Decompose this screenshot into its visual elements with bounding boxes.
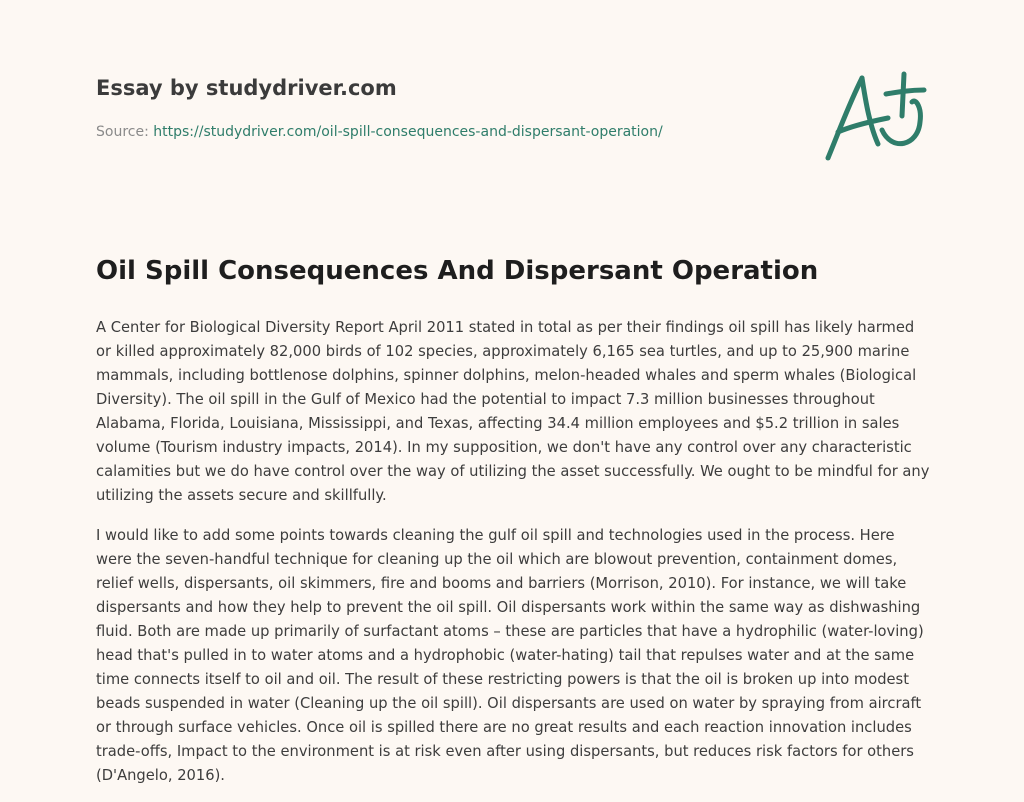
paragraph-line: Diversity). The oil spill in the Gulf of Mexico had the potential to impact 7.3 million businesses throughout (96, 391, 875, 408)
source-line (96, 124, 663, 140)
paragraph-line: beads suspended in water (Cleaning up the oil spill). Oil dispersants are used on water by spraying from aircraft (96, 695, 922, 712)
paragraph-line: head that's pulled in to water atoms and a hydrophobic (water-hating) tail that repulses water and at the same (96, 647, 915, 664)
paragraph-line: (D'Angelo, 2016). (96, 767, 225, 784)
a-plus-logo-icon (818, 68, 930, 166)
paragraph-line: A Center for Biological Diversity Report April 2011 stated in total as per their findings oil spill has likely harmed (96, 319, 915, 336)
paragraph-line: were the seven-handful technique for cleaning up the oil which are blowout prevention, containment domes, (96, 551, 898, 568)
paragraph-line: trade-offs, Impact to the environment is at risk even after using dispersants, but reduces risk factors for others (96, 743, 914, 760)
paragraph-line: Alabama, Florida, Louisiana, Mississippi, and Texas, affecting 34.4 million employees and $5.2 trillion in sales (96, 415, 900, 432)
source-label: Source: (96, 124, 149, 140)
essay-title: Oil Spill Consequences And Dispersant Operation (96, 256, 819, 286)
site-header-title: Essay by studydriver.com (96, 76, 397, 100)
source-link[interactable]: https://studydriver.com/oil-spill-consequences-and-dispersant-operation/ (153, 124, 663, 140)
paragraph-line: utilizing the assets secure and skillfully. (96, 487, 387, 504)
paragraph-line: calamities but we do have control over the way of utilizing the asset successfully. We ought to be mindful for any (96, 463, 930, 480)
essay-paragraph-2 (96, 524, 940, 788)
paragraph-line: I would like to add some points towards cleaning the gulf oil spill and technologies used in the process. Here (96, 527, 895, 544)
paragraph-line: relief wells, dispersants, oil skimmers, fire and booms and barriers (Morrison, 2010). For instance, we will take (96, 575, 907, 592)
paragraph-line: volume (Tourism industry impacts, 2014). In my supposition, we don't have any control over any characteristic (96, 439, 912, 456)
paragraph-line: or through surface vehicles. Once oil is spilled there are no great results and each reaction innovation includes (96, 719, 912, 736)
paragraph-line: time connects itself to oil and oil. The result of these restricting powers is that the oil is broken up into modest (96, 671, 909, 688)
paragraph-line: fluid. Both are made up primarily of surfactant atoms – these are particles that have a hydrophilic (water-loving) (96, 623, 924, 640)
paragraph-line: mammals, including bottlenose dolphins, spinner dolphins, melon-headed whales and sperm whales (Biological (96, 367, 917, 384)
essay-paragraph-1 (96, 316, 940, 508)
paragraph-line: dispersants and how they help to prevent the oil spill. Oil dispersants work within the same way as dishwashing (96, 599, 921, 616)
paragraph-line: or killed approximately 82,000 birds of 102 species, approximately 6,165 sea turtles, and up to 25,900 marine (96, 343, 910, 360)
